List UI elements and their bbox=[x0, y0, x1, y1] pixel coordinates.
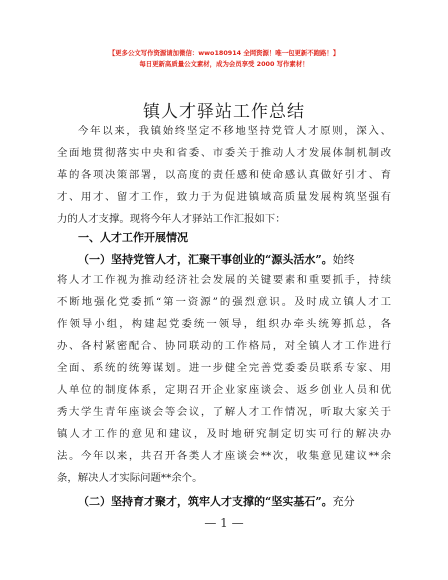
paragraph-line: 人单位的制度体系，定期召开企业家座谈会、返乡创业人员和优 bbox=[57, 384, 391, 396]
paragraph-line: 作领导小组，构建起党委统一领导，组织办牵头统筹抓总，各 bbox=[57, 318, 391, 330]
paragraph-line: 镇人才工作的意见和建议，及时地研究制定切实可行的解决办 bbox=[57, 428, 391, 440]
paragraph-line: 条，解决人才实际问题**余个。 bbox=[57, 472, 203, 484]
subsection-heading-2-text: （二）坚持育才聚才，筑牢人才支撑的“坚实基石”。 bbox=[78, 495, 333, 508]
intro-line: 革的各项决策部署，以高度的责任感和使命感认真做好引才、育 bbox=[57, 169, 391, 181]
intro-line: 才、用才、留才工作，致力于为促进镇域高质量发展构筑坚强有 bbox=[57, 191, 391, 203]
paragraph-line: 秀大学生青年座谈会等会议，了解人才工作情况，听取大家关于 bbox=[57, 406, 391, 418]
intro-paragraph bbox=[57, 120, 391, 230]
page-number: — 1 — bbox=[204, 516, 244, 530]
subsection-1-paragraph bbox=[57, 269, 391, 489]
promo-banner-line2: 每日更新高质量公文素材，成为会员享受 2000 写作素材！ bbox=[139, 60, 309, 68]
intro-line: 力的人才支撑。现将今年人才驿站工作汇报如下： bbox=[57, 213, 286, 225]
subsection-heading-1-text: （一）坚持党管人才，汇聚干事创业的“源头活水”。 bbox=[78, 253, 333, 266]
promo-banner-line1: 【更多公文写作资源请加微信：wwo180914 全网资源！唯一包更新不跑路！】 bbox=[108, 49, 340, 57]
paragraph-line: 将人才工作视为推动经济社会发展的关键要素和重要抓手，持续 bbox=[57, 274, 391, 286]
section-heading: 一、人才工作开展情况 bbox=[78, 231, 188, 244]
paragraph-line: 不断地强化党委抓“第一资源”的强烈意识。及时成立镇人才工 bbox=[57, 296, 391, 308]
subsection-heading-1 bbox=[78, 251, 355, 267]
paragraph-line: 法。今年以来，共召开各类人才座谈会**次，收集意见建议**余 bbox=[57, 450, 391, 462]
paragraph-line: 全面、系统的统筹谋划。进一步健全完善党委委员联系专家、用 bbox=[57, 362, 391, 374]
document-title: 镇人才驿站工作总结 bbox=[143, 102, 305, 122]
intro-line: 今年以来，我镇始终坚定不移地坚持党管人才原则，深入、 bbox=[78, 125, 391, 137]
subsection-heading-2-tail: 充分 bbox=[332, 495, 355, 508]
intro-line: 全面地贯彻落实中央和省委、市委关于推动人才发展体制机制改 bbox=[57, 147, 391, 159]
paragraph-line: 办、各村紧密配合、协同联动的工作格局，对全镇人才工作进行 bbox=[57, 340, 391, 352]
subsection-heading-2 bbox=[78, 493, 355, 509]
subsection-heading-1-tail: 始终 bbox=[332, 253, 355, 266]
